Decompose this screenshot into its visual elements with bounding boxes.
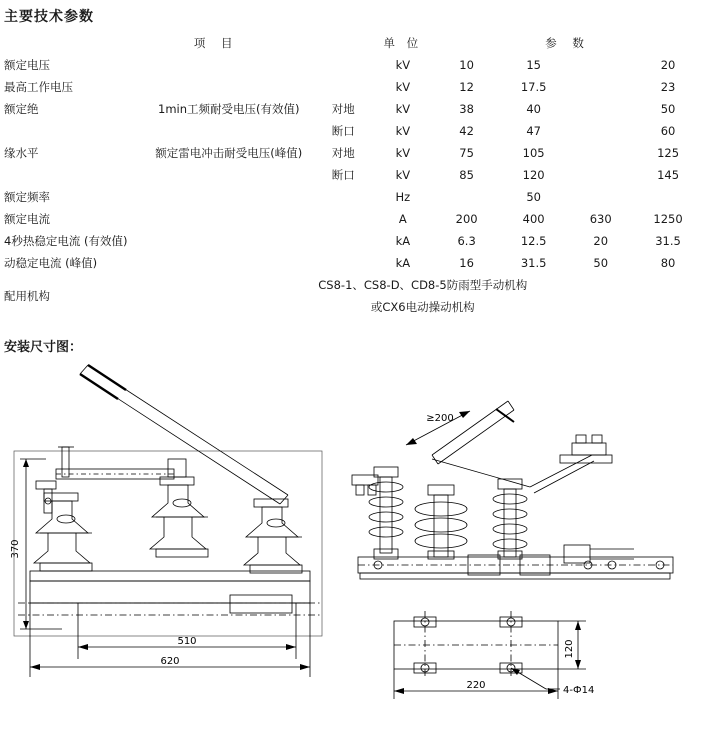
row-value-4: 125 bbox=[657, 146, 680, 160]
dim-label-200: ≥200 bbox=[426, 413, 454, 424]
row-value-2: 50 bbox=[526, 190, 541, 204]
spec-table bbox=[2, 32, 702, 318]
row-value-3 bbox=[567, 186, 634, 208]
row-unit: kV bbox=[395, 80, 411, 94]
row-value-4: 20 bbox=[660, 58, 676, 72]
dim-label-620: 620 bbox=[160, 656, 180, 667]
row-value-2: 12.5 bbox=[520, 234, 547, 248]
dim-label-120: 120 bbox=[564, 639, 575, 659]
row-value-1: 6.3 bbox=[457, 234, 476, 248]
dimension-drawing bbox=[0, 359, 708, 719]
row-value-1: 12 bbox=[459, 80, 474, 94]
row-value-3 bbox=[567, 120, 634, 142]
row-value-1: 38 bbox=[459, 102, 474, 116]
table-header-row bbox=[2, 32, 702, 54]
section-title-dimensions: 安装尺寸图： bbox=[4, 340, 83, 355]
row-value-2: 15 bbox=[526, 58, 541, 72]
row-value-4: 145 bbox=[657, 168, 680, 182]
row-value-4 bbox=[634, 186, 702, 208]
table-row bbox=[2, 142, 702, 164]
row-value-2: 17.5 bbox=[520, 80, 547, 94]
row-sub2: 断口 bbox=[331, 168, 355, 182]
table-row bbox=[2, 54, 702, 76]
row-unit: kV bbox=[395, 146, 411, 160]
row-unit: kA bbox=[395, 234, 411, 248]
header-param: 参 数 bbox=[545, 36, 590, 50]
row-value-1: 10 bbox=[459, 58, 474, 72]
table-row bbox=[2, 98, 702, 120]
row-value-1: 16 bbox=[459, 256, 474, 270]
row-value-4: 1250 bbox=[653, 212, 683, 226]
row-item: 缘水平 bbox=[4, 146, 39, 160]
row-sub1 bbox=[144, 186, 315, 208]
row-sub1 bbox=[144, 230, 315, 252]
row-value-4: 31.5 bbox=[655, 234, 681, 248]
row-item: 配用机构 bbox=[4, 289, 50, 303]
table-row bbox=[2, 120, 702, 142]
row-sub2 bbox=[314, 230, 372, 252]
row-value-3 bbox=[567, 142, 634, 164]
table-row bbox=[2, 230, 702, 252]
row-sub2 bbox=[314, 186, 372, 208]
row-sub1: 额定雷电冲击耐受电压(峰值) bbox=[155, 146, 303, 160]
row-unit: Hz bbox=[395, 190, 411, 204]
table-row bbox=[2, 186, 702, 208]
row-unit: kA bbox=[395, 256, 411, 270]
row-sub2: 对地 bbox=[331, 146, 355, 160]
row-sub1 bbox=[144, 54, 315, 76]
row-value-2: 47 bbox=[526, 124, 541, 138]
page-title: 主要技术参数 bbox=[4, 9, 94, 25]
table-row-mechanism bbox=[2, 274, 702, 296]
row-value-4: 23 bbox=[660, 80, 676, 94]
row-sub2: 断口 bbox=[331, 124, 355, 138]
header-item: 项 目 bbox=[193, 36, 239, 50]
row-value-3: 20 bbox=[593, 234, 609, 248]
row-value-3: 630 bbox=[589, 212, 612, 226]
row-value-3 bbox=[567, 54, 634, 76]
row-sub2 bbox=[314, 54, 372, 76]
row-value-3 bbox=[567, 164, 634, 186]
table-row bbox=[2, 164, 702, 186]
dim-label-hole: 4-Ф14 bbox=[563, 685, 595, 696]
row-value-2: 400 bbox=[522, 212, 545, 226]
row-value-3 bbox=[567, 76, 634, 98]
row-value-1 bbox=[433, 186, 500, 208]
row-value-4: 80 bbox=[660, 256, 676, 270]
row-item: 最高工作电压 bbox=[4, 80, 73, 94]
row-item bbox=[2, 120, 144, 142]
row-sub1 bbox=[144, 164, 315, 186]
row-sub2 bbox=[314, 252, 372, 274]
row-value-2: 120 bbox=[522, 168, 545, 182]
table-row bbox=[2, 252, 702, 274]
row-item: 动稳定电流 (峰值) bbox=[4, 256, 98, 270]
row-item: 额定电流 bbox=[4, 212, 50, 226]
row-sub2: 对地 bbox=[331, 102, 355, 116]
row-value-1: 200 bbox=[455, 212, 478, 226]
row-value-1: 42 bbox=[459, 124, 474, 138]
row-sub1 bbox=[144, 208, 315, 230]
row-item: 4秒热稳定电流 (有效值) bbox=[4, 234, 128, 248]
dim-label-510: 510 bbox=[177, 636, 197, 647]
row-value-2: 105 bbox=[522, 146, 545, 160]
mechanism-line-1: CS8-1、CS8-D、CD8-5防雨型手动机构 bbox=[318, 278, 528, 292]
table-row bbox=[2, 208, 702, 230]
row-sub1 bbox=[144, 252, 315, 274]
table-row bbox=[2, 76, 702, 98]
row-value-2: 40 bbox=[526, 102, 541, 116]
row-value-4: 60 bbox=[660, 124, 676, 138]
row-value-2: 31.5 bbox=[520, 256, 547, 270]
row-value-1: 85 bbox=[459, 168, 474, 182]
row-value-1: 75 bbox=[459, 146, 474, 160]
row-unit: A bbox=[398, 212, 407, 226]
row-value-4: 50 bbox=[660, 102, 676, 116]
row-item: 额定频率 bbox=[4, 190, 50, 204]
row-sub1 bbox=[144, 120, 315, 142]
row-unit: kV bbox=[395, 168, 411, 182]
dim-label-370: 370 bbox=[10, 539, 21, 559]
row-sub2 bbox=[314, 76, 372, 98]
row-item: 额定电压 bbox=[4, 58, 50, 72]
row-unit: kV bbox=[395, 124, 411, 138]
row-item: 额定绝 bbox=[4, 102, 39, 116]
dim-label-220: 220 bbox=[466, 680, 486, 691]
row-sub2 bbox=[314, 208, 372, 230]
row-item bbox=[2, 164, 144, 186]
row-sub1: 1min工频耐受电压(有效值) bbox=[158, 102, 300, 116]
row-value-3 bbox=[567, 98, 634, 120]
row-value-3: 50 bbox=[593, 256, 609, 270]
mechanism-line-2: 或CX6电动操动机构 bbox=[370, 300, 475, 314]
header-unit: 单 位 bbox=[383, 36, 423, 50]
row-unit: kV bbox=[395, 58, 411, 72]
row-unit: kV bbox=[395, 102, 411, 116]
row-sub1 bbox=[144, 76, 315, 98]
